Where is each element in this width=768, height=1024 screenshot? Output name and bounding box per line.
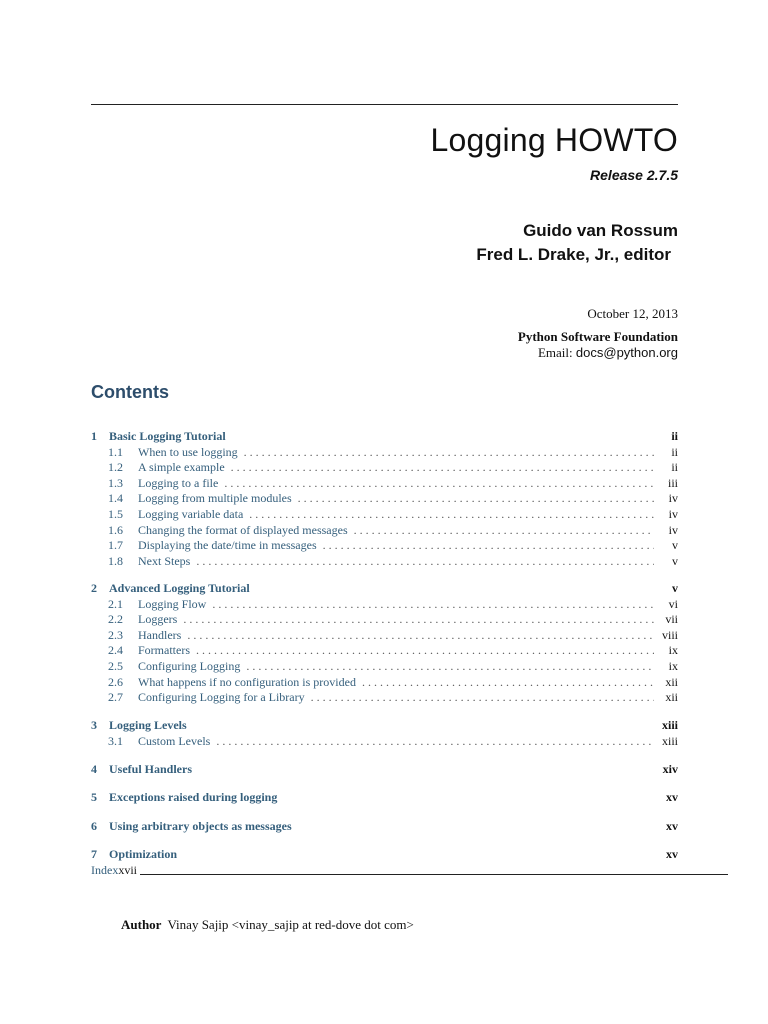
dot-leader	[323, 538, 654, 554]
dot-leader	[298, 491, 654, 507]
toc-sub-number: 2.6	[108, 674, 123, 689]
toc-section-number: 3	[91, 718, 97, 732]
dot-leader	[196, 643, 654, 659]
toc-sub-label[interactable]: Configuring Logging for a Library	[138, 690, 305, 705]
doc-date: October 12, 2013	[587, 306, 678, 321]
toc-sub-label[interactable]: Logging Flow	[138, 596, 207, 611]
toc-section-number: 6	[91, 819, 97, 833]
doc-title: Logging HOWTO	[430, 122, 678, 158]
toc-sub-number: 2.2	[108, 612, 123, 627]
dot-leader	[231, 460, 654, 476]
email-line	[538, 345, 678, 361]
contents-heading: Contents	[91, 382, 169, 402]
toc-section-label[interactable]: Basic Logging Tutorial	[109, 429, 226, 443]
toc-subsection[interactable]	[91, 675, 678, 691]
toc-section-label[interactable]: Exceptions raised during logging	[109, 790, 278, 804]
toc-sub-number: 2.5	[108, 658, 123, 673]
toc-subsection[interactable]	[91, 612, 678, 628]
toc-sub-label[interactable]: Loggers	[138, 612, 178, 627]
author-field-value: Vinay Sajip <vinay_sajip at red-dove dot com>	[167, 917, 414, 932]
toc-sub-label[interactable]: Configuring Logging	[138, 658, 241, 673]
toc-page-number: xv	[666, 847, 678, 861]
author-name-1: Guido van Rossum	[523, 221, 678, 240]
toc-page-number: ix	[668, 658, 678, 673]
toc-page-number: xii	[665, 674, 678, 689]
toc-section-label[interactable]: Optimization	[109, 847, 177, 861]
toc-sub-number: 1.4	[108, 491, 123, 506]
toc-page-number: viii	[661, 627, 678, 642]
toc-page-number: ix	[668, 643, 678, 658]
toc-sub-label[interactable]: Changing the format of displayed messages	[138, 522, 348, 537]
footnote-rule	[140, 874, 728, 875]
dot-leader	[187, 628, 654, 644]
toc-page-number: v	[672, 581, 678, 595]
author-name-2: Fred L. Drake, Jr., editor	[476, 245, 671, 264]
toc-subsection[interactable]	[91, 507, 678, 523]
toc-page-number: ii	[671, 444, 678, 459]
toc-sub-label[interactable]: Next Steps	[138, 553, 191, 568]
toc-page-number: xii	[665, 690, 678, 705]
toc-subsection[interactable]	[91, 476, 678, 492]
dot-leader	[246, 659, 654, 675]
toc-page-number: iv	[668, 506, 678, 521]
publisher: Python Software Foundation	[517, 329, 678, 344]
dot-leader	[224, 476, 654, 492]
toc-page-number: xiii	[661, 718, 678, 732]
toc-block-5	[91, 790, 678, 806]
dot-leader	[212, 597, 654, 613]
toc-section-label[interactable]: Logging Levels	[109, 718, 187, 732]
toc-section-number: 2	[91, 581, 97, 595]
toc-subsection[interactable]	[91, 538, 678, 554]
toc-section[interactable]	[91, 762, 678, 778]
toc-section-label[interactable]: Using arbitrary objects as messages	[109, 819, 292, 833]
toc-block-3	[91, 718, 678, 749]
dot-leader	[216, 734, 654, 750]
release-label: Release 2.7.5	[590, 167, 678, 183]
toc-index-label[interactable]: Index	[91, 863, 119, 877]
toc-sub-number: 2.7	[108, 690, 123, 705]
dot-leader	[244, 445, 654, 461]
toc-page-number: xv	[666, 790, 678, 804]
toc-block-2	[91, 581, 678, 706]
toc-sub-number: 1.7	[108, 538, 123, 553]
toc-page-number: ii	[671, 429, 678, 443]
toc-index-page: xvii	[118, 863, 137, 877]
toc-subsection[interactable]	[91, 643, 678, 659]
toc-page-number: ii	[671, 460, 678, 475]
toc-subsection[interactable]	[91, 597, 678, 613]
toc-page-number: vi	[668, 596, 678, 611]
toc-sub-label[interactable]: Logging from multiple modules	[138, 491, 292, 506]
toc-subsection[interactable]	[91, 554, 678, 570]
toc-sub-number: 1.5	[108, 506, 123, 521]
toc-section[interactable]	[91, 819, 678, 835]
toc-page-number: vii	[665, 612, 678, 627]
toc-page-number: xv	[666, 819, 678, 833]
toc-section-number: 4	[91, 762, 97, 776]
dot-leader	[311, 690, 654, 706]
dot-leader	[354, 523, 654, 539]
toc-section-number: 7	[91, 847, 97, 861]
toc-section-number: 1	[91, 429, 97, 443]
toc-sub-number: 1.3	[108, 475, 123, 490]
toc-page-number: xiii	[661, 733, 678, 748]
toc-sub-label[interactable]: Logging to a file	[138, 475, 219, 490]
toc-sub-number: 2.1	[108, 596, 123, 611]
toc-sub-label[interactable]: A simple example	[138, 460, 225, 475]
email-address[interactable]: docs@python.org	[575, 345, 678, 360]
toc-section[interactable]	[91, 718, 678, 734]
toc-subsection[interactable]	[91, 523, 678, 539]
toc-block-7	[91, 847, 678, 863]
dot-leader	[196, 554, 654, 570]
toc-sub-number: 3.1	[108, 733, 123, 748]
toc-subsection[interactable]	[91, 628, 678, 644]
toc-sub-number: 1.8	[108, 553, 123, 568]
toc-subsection[interactable]	[91, 734, 678, 750]
toc-sub-label[interactable]: When to use logging	[138, 444, 238, 459]
toc-index-entry[interactable]	[91, 863, 137, 878]
toc-subsection[interactable]	[91, 659, 678, 675]
toc-section-label[interactable]: Useful Handlers	[109, 762, 193, 776]
toc-subsection[interactable]	[91, 690, 678, 706]
toc-page-number: iv	[668, 491, 678, 506]
toc-sub-number: 2.3	[108, 627, 123, 642]
toc-block-6	[91, 819, 678, 835]
toc-section[interactable]	[91, 847, 678, 863]
toc-sub-label[interactable]: Formatters	[138, 643, 190, 658]
toc-section[interactable]	[91, 581, 678, 597]
toc-page-number: iii	[667, 475, 678, 490]
toc-section[interactable]	[91, 790, 678, 806]
toc-sub-label[interactable]: Logging variable data	[138, 506, 244, 521]
toc-sub-label[interactable]: What happens if no configuration is provided	[138, 674, 356, 689]
toc-sub-number: 2.4	[108, 643, 123, 658]
toc-section-label[interactable]: Advanced Logging Tutorial	[109, 581, 250, 595]
email-label: Email:	[537, 345, 573, 360]
toc-section[interactable]	[91, 429, 678, 445]
toc-subsection[interactable]	[91, 445, 678, 461]
toc-subsection[interactable]	[91, 491, 678, 507]
toc-page-number: xiv	[662, 762, 678, 776]
toc-sub-label[interactable]: Handlers	[138, 627, 182, 642]
toc-sub-label[interactable]: Displaying the date/time in messages	[138, 538, 317, 553]
toc-block-4	[91, 762, 678, 778]
toc-page-number: iv	[668, 522, 678, 537]
toc-sub-number: 1.2	[108, 460, 123, 475]
author-field-label: Author	[121, 917, 162, 932]
toc-block-1	[91, 429, 678, 569]
top-rule	[91, 104, 678, 105]
author-field	[121, 917, 414, 933]
toc-sub-label[interactable]: Custom Levels	[138, 733, 211, 748]
dot-leader	[362, 675, 654, 691]
toc-sub-number: 1.6	[108, 522, 123, 537]
toc-page-number: v	[672, 553, 678, 568]
dot-leader	[183, 612, 654, 628]
toc-subsection[interactable]	[91, 460, 678, 476]
toc-page-number: v	[672, 538, 678, 553]
dot-leader	[249, 507, 654, 523]
toc-sub-number: 1.1	[108, 444, 123, 459]
toc-section-number: 5	[91, 790, 97, 804]
